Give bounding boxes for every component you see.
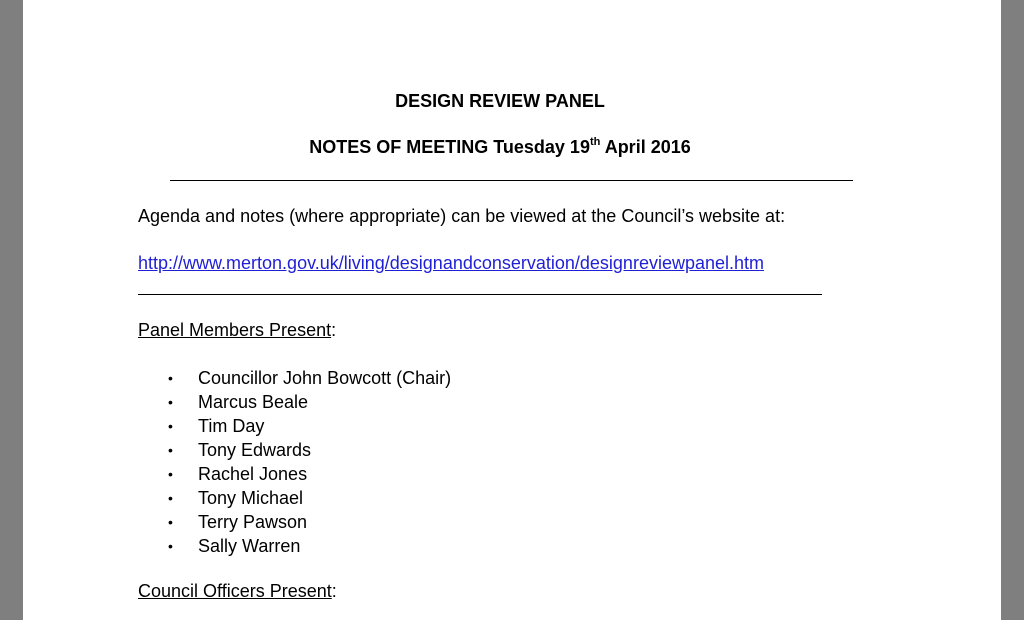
bullet-icon: • xyxy=(168,394,173,410)
document-title: DESIGN REVIEW PANEL xyxy=(395,91,605,111)
council-officers-heading-label: Council Officers Present xyxy=(138,581,332,601)
member-name: Tony Michael xyxy=(198,488,304,508)
bullet-icon: • xyxy=(168,418,173,434)
member-name: Tim Day xyxy=(198,416,265,436)
bullet-icon: • xyxy=(168,442,173,458)
meeting-date-prefix: NOTES OF MEETING Tuesday 19 xyxy=(309,137,590,157)
bullet-icon: • xyxy=(168,538,173,554)
panel-members-heading xyxy=(138,320,336,341)
website-link[interactable]: http://www.merton.gov.uk/living/designandconservation/designreviewpanel.htm xyxy=(138,253,765,273)
member-name: Sally Warren xyxy=(198,536,301,556)
panel-members-heading-label: Panel Members Present xyxy=(138,320,332,340)
bullet-icon: • xyxy=(168,490,173,506)
divider-line xyxy=(138,294,822,295)
intro-text: Agenda and notes (where appropriate) can be viewed at the Council’s website at: xyxy=(138,206,786,226)
council-officers-heading xyxy=(138,581,337,602)
bullet-icon: • xyxy=(168,370,173,386)
document-page xyxy=(23,0,1001,620)
member-name: Terry Pawson xyxy=(198,512,308,532)
bullet-icon: • xyxy=(168,514,173,530)
divider-line xyxy=(170,180,853,181)
council-officers-heading-colon: : xyxy=(331,581,337,601)
member-name: Rachel Jones xyxy=(198,464,308,484)
meeting-date-suffix: April 2016 xyxy=(600,137,691,157)
member-name: Tony Edwards xyxy=(198,440,312,460)
member-name: Marcus Beale xyxy=(198,392,309,412)
meeting-date-ordinal: th xyxy=(589,136,601,148)
panel-members-heading-colon: : xyxy=(331,320,337,340)
bullet-icon: • xyxy=(168,466,173,482)
meeting-date-heading xyxy=(23,137,989,158)
member-name: Councillor John Bowcott (Chair) xyxy=(198,368,452,388)
